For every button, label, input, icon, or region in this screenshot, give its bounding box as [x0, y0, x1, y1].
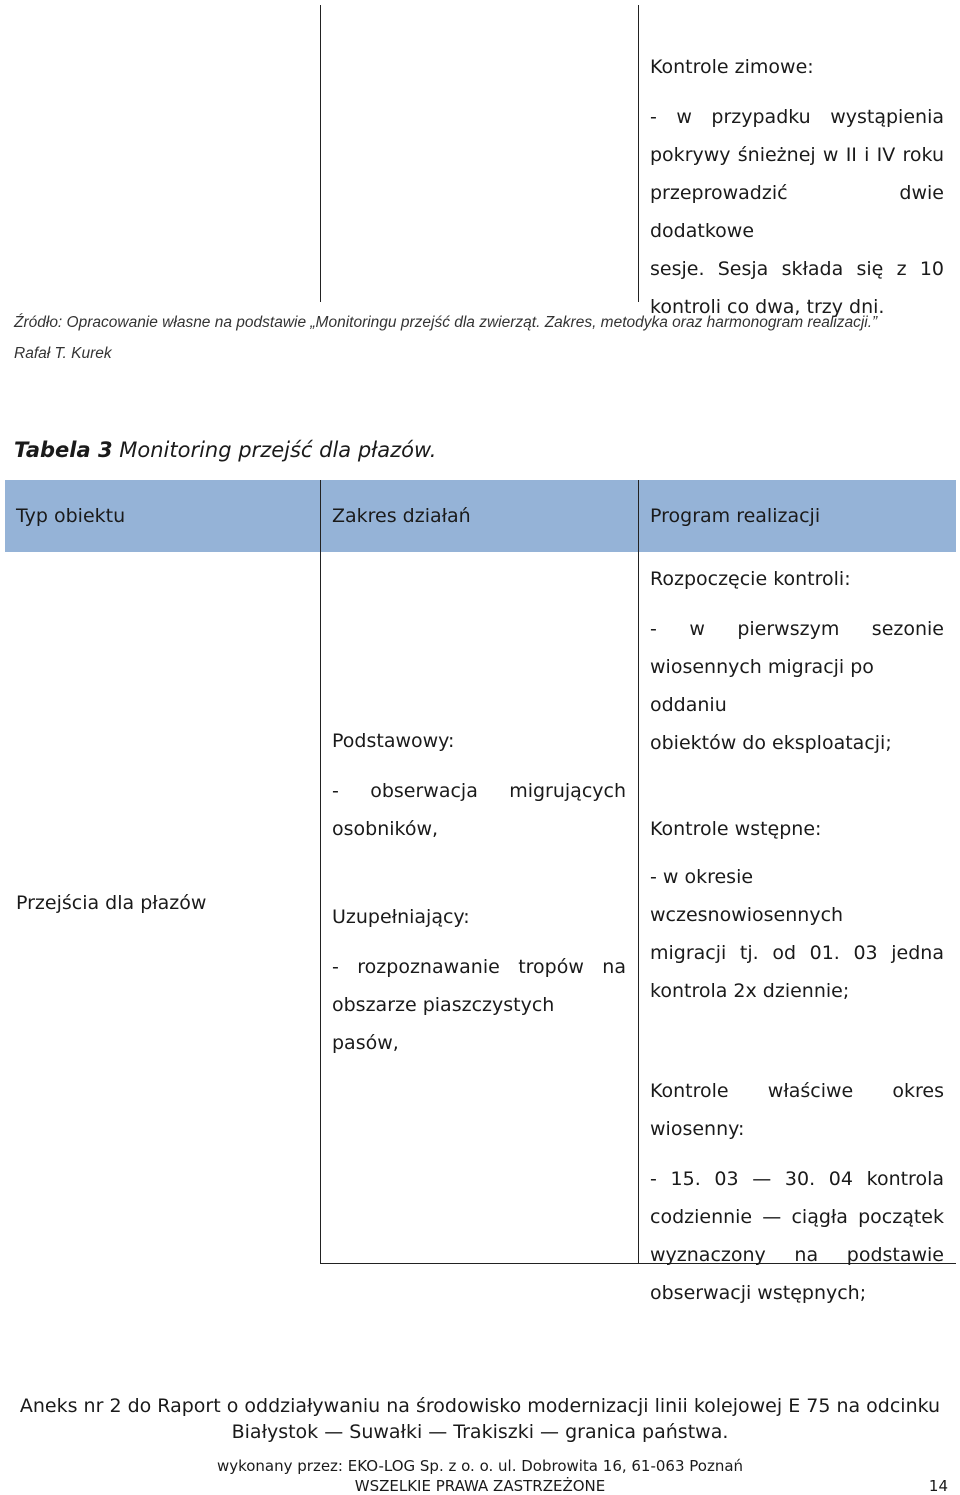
prev-table-cell	[650, 48, 944, 326]
basic-line: - obserwacja migrujących	[332, 780, 626, 802]
pre-line-1: - w okresie wczesnowiosennych	[650, 866, 844, 926]
prev-table-border-right	[638, 5, 639, 302]
basic-title: Podstawowy:	[332, 730, 455, 752]
prev-table-line-last: kontroli co dwa, trzy dni.	[650, 296, 885, 318]
footer-line3: wykonany przez: EKO-LOG Sp. z o. o. ul. Dobrowita 16, 61-063 Poznań	[216, 1457, 744, 1475]
header-program-realizacji: Program realizacji	[650, 505, 821, 527]
spring-body-line: wyznaczony na podstawie	[650, 1244, 944, 1266]
prev-table-line: przeprowadzić dwie dodatkowe	[650, 182, 944, 242]
table-col-divider-1	[320, 480, 321, 1264]
cell-typ-obiektu: Przejścia dla płazów	[16, 892, 207, 914]
table-caption	[14, 438, 436, 462]
source-note-line1: Źródło: Opracowanie własne na podstawie „Monitoringu przejść dla zwierząt. Zakres, metodyka oraz harmonogram realizacji.”	[14, 314, 878, 331]
cell-program-realizacji	[650, 560, 944, 1312]
spring-line-last: wiosenny:	[650, 1118, 745, 1140]
spring-body-line-last: obserwacji wstępnych;	[650, 1282, 867, 1304]
extra-line-last: obszarze piaszczystych pasów,	[332, 994, 555, 1054]
header-typ-obiektu: Typ obiektu	[16, 505, 126, 527]
extra-line: - rozpoznawanie tropów na	[332, 956, 626, 978]
prev-table-line: sesje. Sesja składa się z 10	[650, 258, 944, 280]
cell-zakres-dzialan	[332, 722, 626, 1062]
prev-table-border-left	[320, 5, 321, 302]
start-line-last: obiektów do eksploatacji;	[650, 732, 892, 754]
table-col-divider-2	[638, 480, 639, 1264]
spring-body-line: codziennie — ciągła początek	[650, 1206, 944, 1228]
prev-table-line: - w przypadku wystąpienia	[650, 106, 944, 128]
table-caption-label: Tabela 3	[14, 438, 113, 462]
prev-table-title: Kontrole zimowe:	[650, 56, 814, 78]
start-line: - w pierwszym sezonie	[650, 618, 944, 640]
basic-line-last: osobników,	[332, 818, 439, 840]
header-zakres-dzialan: Zakres działań	[332, 505, 471, 527]
pre-title: Kontrole wstępne:	[650, 818, 822, 840]
footer-line4: WSZELKIE PRAWA ZASTRZEŻONE	[354, 1477, 606, 1495]
start-title: Rozpoczęcie kontroli:	[650, 568, 851, 590]
spring-line: Kontrole właściwe okres	[650, 1080, 944, 1102]
page-number: 14	[928, 1477, 948, 1495]
table-caption-text: Monitoring przejść dla płazów.	[112, 438, 437, 462]
spring-body-line: - 15. 03 — 30. 04 kontrola	[650, 1168, 944, 1190]
start-line-mid: wiosennych migracji po oddaniu	[650, 656, 874, 716]
pre-line-last: kontrola 2x dziennie;	[650, 980, 850, 1002]
footer-line2: Białystok — Suwałki — Trakiszki — granica państwa.	[231, 1421, 729, 1443]
source-note-line2: Rafał T. Kurek	[14, 345, 112, 362]
pre-line: migracji tj. od 01. 03 jedna	[650, 942, 944, 964]
extra-title: Uzupełniający:	[332, 906, 470, 928]
footer-line1: Aneks nr 2 do Raport o oddziaływaniu na środowisko modernizacji linii kolejowej E 75 na odcinku	[19, 1395, 941, 1417]
prev-table-line: pokrywy śnieżnej w II i IV roku	[650, 144, 944, 166]
